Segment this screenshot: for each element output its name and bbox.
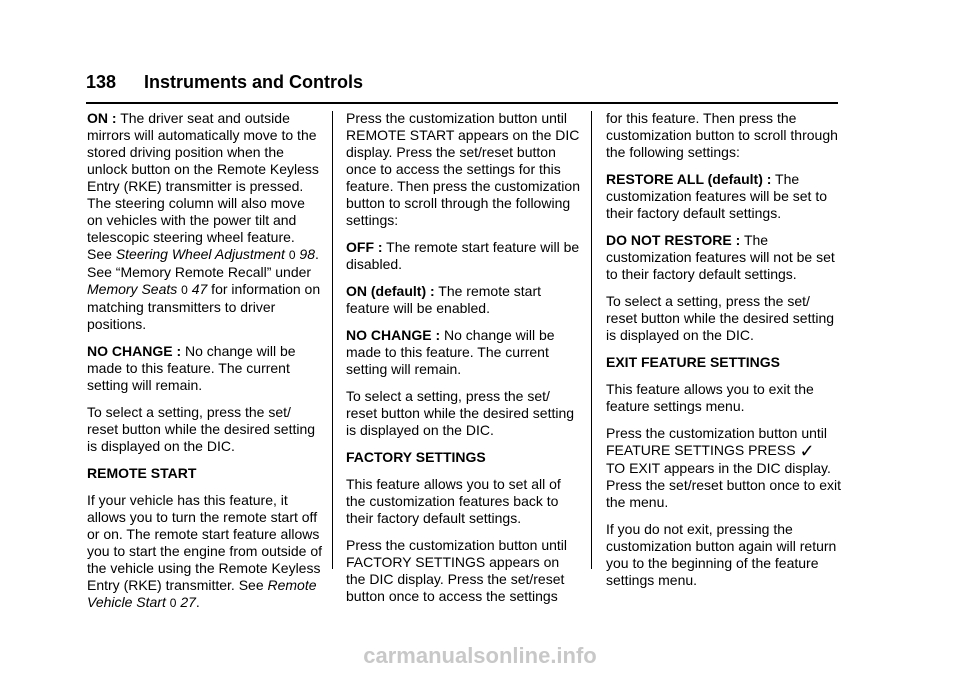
on-term: ON : bbox=[87, 110, 117, 126]
page-number: 138 bbox=[86, 72, 117, 92]
column-3 bbox=[606, 110, 842, 599]
press-factory-paragraph: Press the customization button until FACTORY SETTINGS appears on the DIC display. Press the set/reset button once to access the settings bbox=[346, 537, 568, 604]
column-divider bbox=[332, 111, 333, 569]
continued-paragraph: for this feature. Then press the customization button to scroll through the following settings: bbox=[606, 110, 838, 160]
page-ref-arrow-icon: 0 bbox=[169, 596, 177, 610]
exit-paragraph: This feature allows you to exit the feature settings menu. bbox=[606, 381, 814, 414]
do-not-restore-term: DO NOT RESTORE : bbox=[606, 232, 741, 248]
off-paragraph bbox=[346, 239, 582, 273]
section-title: Instruments and Controls bbox=[144, 72, 364, 92]
press-line-3: TO EXIT appears in the DIC display. Press the set/reset button once to exit the menu. bbox=[606, 460, 842, 510]
link-label: Memory Seats bbox=[87, 281, 178, 297]
press-paragraph: Press the customization button until REMOTE START appears on the DIC display. Press the set/reset button once to access the settings for this feature. Then press the customization button to scroll through the following settings: bbox=[346, 110, 580, 228]
remote-text-2: . bbox=[195, 594, 200, 610]
on-default-text: The remote start feature will be enabled. bbox=[346, 283, 541, 316]
column-divider bbox=[591, 111, 592, 569]
link-page: 98 bbox=[299, 246, 315, 262]
press-exit-paragraph bbox=[606, 425, 842, 511]
restore-all-term: RESTORE ALL (default) : bbox=[606, 171, 772, 187]
press-line-2: FEATURE SETTINGS PRESS bbox=[606, 442, 800, 458]
page-ref-arrow-icon: 0 bbox=[181, 283, 188, 297]
on-text-3: for information on matching transmitters to driver positions. bbox=[87, 281, 321, 332]
memory-seats-link[interactable] bbox=[87, 281, 207, 297]
restore-all-paragraph bbox=[606, 171, 842, 222]
link-page: 27 bbox=[180, 594, 196, 610]
remote-text-1: If your vehicle has this feature, it allows you to turn the remote start off or on. The remote start feature allows you to start the engine from outside of the vehicle using the Remote Keyless Entry (RKE) transmitter. See bbox=[87, 492, 323, 593]
off-term: OFF : bbox=[346, 239, 383, 255]
checkmark-icon: ✓ bbox=[799, 441, 815, 461]
steering-wheel-adjustment-link[interactable] bbox=[116, 246, 315, 262]
factory-settings-heading: FACTORY SETTINGS bbox=[346, 449, 486, 465]
restore-all-text: The customization features will be set to their factory default settings. bbox=[606, 171, 827, 221]
no-change-term: NO CHANGE : bbox=[346, 327, 441, 343]
no-change-paragraph bbox=[87, 343, 323, 394]
do-not-restore-paragraph bbox=[606, 232, 842, 283]
on-default-term: ON (default) : bbox=[346, 283, 435, 299]
page-ref-arrow-icon: 0 bbox=[288, 248, 296, 262]
off-text: The remote start feature will be disabled. bbox=[346, 239, 580, 272]
if-not-exit-paragraph: If you do not exit, pressing the customization button again will return you to the beginning of the feature settings menu. bbox=[606, 521, 837, 588]
on-text-2: . See “Memory Remote Recall” under bbox=[87, 246, 319, 280]
no-change-text: No change will be made to this feature. The current setting will remain. bbox=[87, 343, 296, 393]
column-1 bbox=[87, 110, 323, 622]
link-label: Remote Vehicle Start bbox=[87, 577, 317, 610]
select-paragraph: To select a setting, press the set/ reset button while the desired setting is displayed on the DIC. bbox=[346, 388, 575, 438]
do-not-restore-text: The customization features will not be set to their factory default settings. bbox=[606, 232, 835, 282]
page-header bbox=[86, 70, 838, 104]
select-paragraph: To select a setting, press the set/ reset button while the desired setting is displayed on the DIC. bbox=[606, 293, 835, 343]
watermark: carmanualsonline.info bbox=[363, 643, 597, 668]
on-paragraph bbox=[87, 110, 323, 333]
on-text-1: The driver seat and outside mirrors will automatically move to the stored driving position when the unlock button on the Remote Keyless Entry (RKE) transmitter is pressed. The steering column will also move on vehicles with the power tilt and telescopic steering wheel feature. See bbox=[87, 110, 319, 262]
no-change-term: NO CHANGE : bbox=[87, 343, 182, 359]
select-paragraph: To select a setting, press the set/ reset button while the desired setting is displayed on the DIC. bbox=[87, 404, 316, 454]
column-2 bbox=[346, 110, 582, 615]
remote-start-paragraph bbox=[87, 492, 323, 612]
no-change-text: No change will be made to this feature. The current setting will remain. bbox=[346, 327, 555, 377]
link-label: Steering Wheel Adjustment bbox=[115, 246, 285, 262]
remote-start-heading: REMOTE START bbox=[87, 465, 197, 481]
exit-feature-settings-heading: EXIT FEATURE SETTINGS bbox=[606, 354, 780, 370]
link-page: 47 bbox=[191, 281, 208, 297]
no-change-paragraph bbox=[346, 327, 582, 378]
factory-paragraph: This feature allows you to set all of the customization features back to their factory default settings. bbox=[346, 476, 561, 526]
on-default-paragraph bbox=[346, 283, 582, 317]
press-line-1: Press the customization button until bbox=[606, 425, 828, 441]
